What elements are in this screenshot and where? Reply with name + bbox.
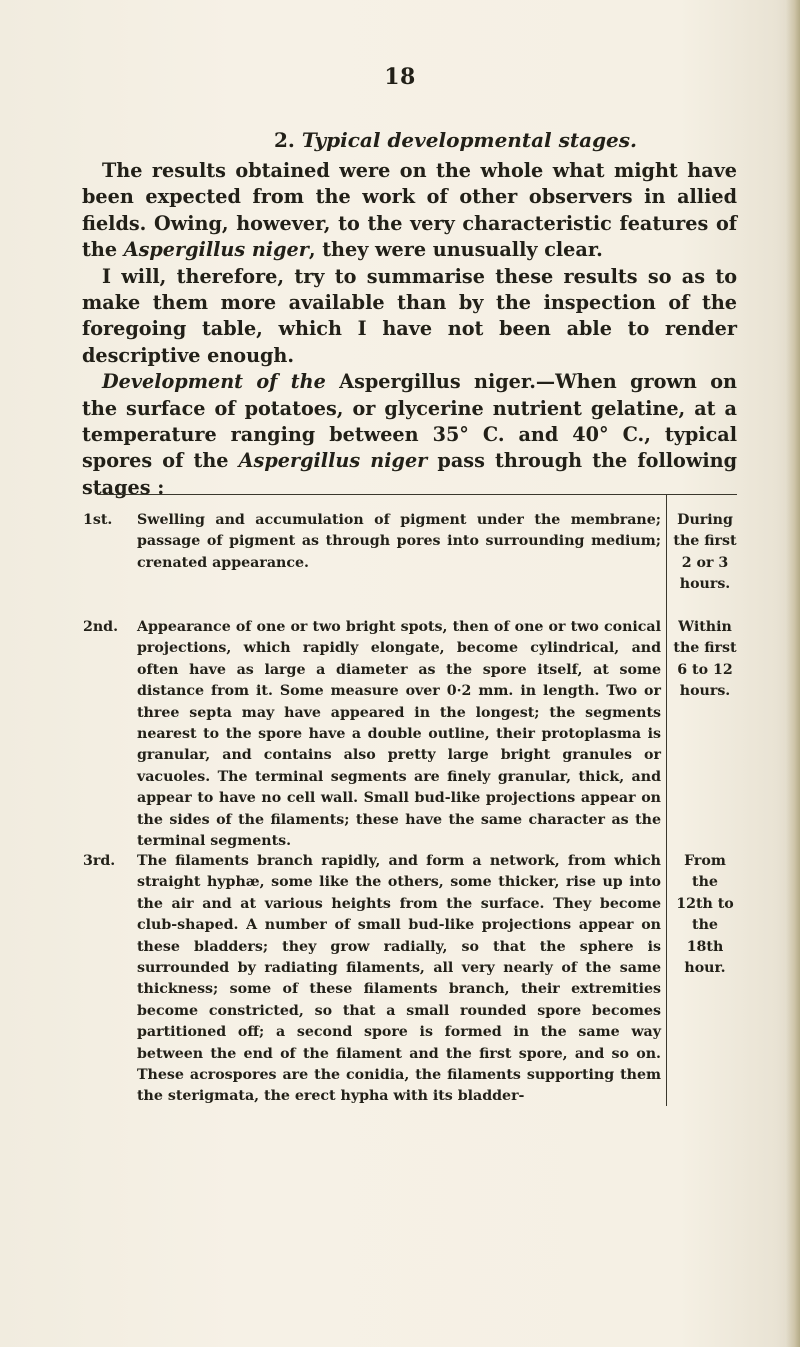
- stage-row-1: [83, 510, 661, 574]
- section-title: Typical developmental stages.: [301, 128, 637, 152]
- section-number: 2.: [274, 128, 295, 152]
- table-top-rule: [97, 494, 737, 495]
- species-name: Aspergillus niger: [123, 238, 309, 262]
- stage-description: The filaments branch rapidly, and form a network, from which straight hyphæ, some like the others, some thicker, rise up into the air and at various heights from the surface. They become club-shaped. A number of small bud-like projections appear on these bladders; they grow radially, so that the sphere is surrounded by radiating filaments, all very nearly of the same thickness; some of these filaments branch, their extremities become constricted, so that a small rounded spore becomes partitioned off; a second spore is formed in the same way between the end of the filament and the first spore, and so on. These acrospores are the conidia, the filaments supporting them the sterigmata, the erect hypha with its bladder-: [137, 853, 661, 1105]
- intro-paragraph-1: [82, 158, 737, 264]
- species-name: Aspergillus niger: [238, 449, 428, 473]
- intro-paragraph-2: I will, therefore, try to summarise these results so as to make them more available than by the inspection of the foregoing table, which I have not been able to render descriptive enough.: [82, 264, 737, 367]
- table-column-divider: [666, 494, 667, 1106]
- stage-row-3: [83, 851, 661, 1108]
- stage-label: 2nd.: [83, 619, 119, 635]
- stage-timing-3: From the 12th to the 18th hour.: [676, 853, 734, 977]
- intro-p1-text: The results obtained were on the whole what might have been expected from the work of other observers in allied fields. Owing, however, to the very characteristic features of the: [82, 159, 737, 262]
- intro-p1-end: , they were unusually clear.: [308, 238, 603, 262]
- stage-timing-2: Within the first 6 to 12 hours.: [673, 619, 737, 700]
- subsection-heading-rest: Aspergillus niger.: [325, 370, 536, 394]
- subsection-heading: Development of the: [102, 370, 326, 394]
- page-edge-shadow: [786, 0, 800, 1347]
- stage-label: 1st.: [83, 512, 113, 528]
- stage-description: Swelling and accumulation of pigment under the membrane; passage of pigment as through pores into surrounding medium; crenated appearance.: [137, 512, 661, 571]
- stage-timing-1: During the first 2 or 3 hours.: [673, 512, 737, 593]
- intro-text: [82, 158, 737, 501]
- intro-p3-text: —When grown on the surface of potatoes, or glycerine nutrient gelatine, at a temperature ranging between 35° C. and 40° C., typical spores of the: [82, 370, 737, 473]
- intro-p3-end: pass through the following stages :: [82, 449, 737, 499]
- stage-description: Appearance of one or two bright spots, then of one or two conical projections, which rapidly elongate, become cylindrical, and often have as large a diameter as the spore itself, at some distance from it. Some measure over 0·2 mm. in length. Two or three septa may have appeared in the longest; the segments nearest to the spore have a double outline, their protoplasma is granular, and contains also pretty large bright granules or vacuoles. The terminal segments are finely granular, thick, and appear to have no cell wall. Small bud-like projections appear on the sides of the filaments; these have the same character as the terminal segments.: [137, 619, 661, 850]
- stage-row-2: [83, 617, 661, 852]
- intro-paragraph-3: [82, 369, 737, 501]
- stage-label: 3rd.: [83, 853, 116, 869]
- page-number: 18: [384, 64, 416, 90]
- section-heading: [274, 128, 637, 152]
